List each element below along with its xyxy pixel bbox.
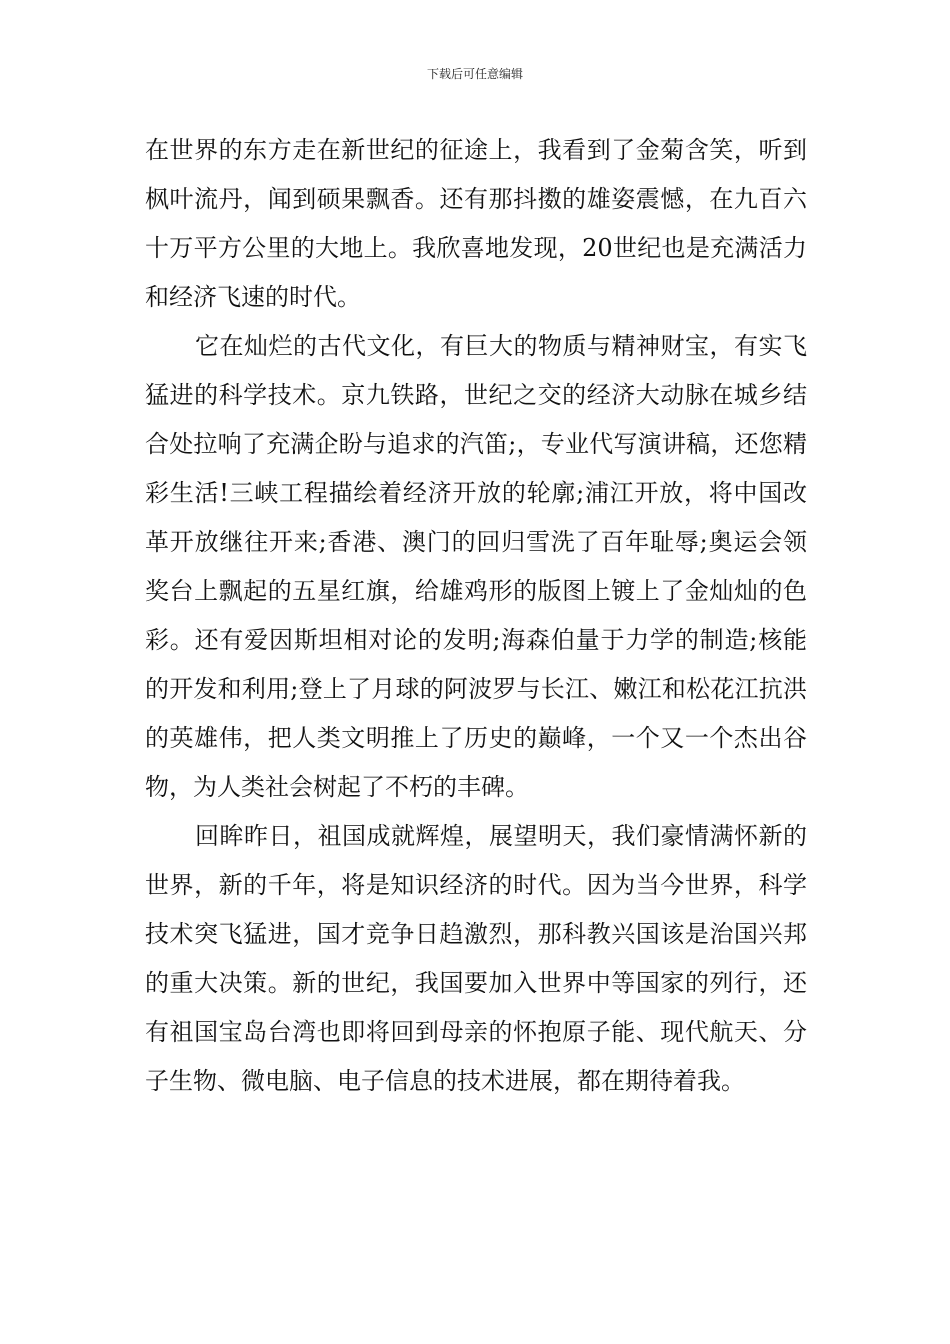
paragraph-1: 在世界的东方走在新世纪的征途上，我看到了金菊含笑，听到枫叶流丹，闻到硕果飘香。还有那抖擞的雄姿震憾，在九百六十万平方公里的大地上。我欣喜地发现，20世纪也是充满活力和经济飞速的时代。 xyxy=(145,136,807,311)
paragraph-2: 它在灿烂的古代文化，有巨大的物质与精神财宝，有实飞猛进的科学技术。京九铁路，世纪之交的经济大动脉在城乡结合处拉响了充满企盼与追求的汽笛;，专业代写演讲稿，还您精彩生活!三峡工程描绘着经济开放的轮廓;浦江开放，将中国改革开放继往开来;香港、澳门的回归雪洗了百年耻辱;奥运会领奖台上飘起的五星红旗，给雄鸡形的版图上镀上了金灿灿的色彩。还有爱因斯坦相对论的发明;海森伯量于力学的制造;核能的开发和利用;登上了月球的阿波罗与长江、嫩江和松花江抗洪的英雄伟，把人类文明推上了历史的巅峰，一个又一个杰出谷物，为人类社会树起了不朽的丰碑。 xyxy=(145,332,807,801)
document-body xyxy=(145,126,807,1106)
paragraph-3: 回眸昨日，祖国成就辉煌，展望明天，我们豪情满怀新的世界，新的千年，将是知识经济的时代。因为当今世界，科学技术突飞猛进，国才竞争日趋激烈，那科教兴国该是治国兴邦的重大决策。新的世纪，我国要加入世界中等国家的列行，还有祖国宝岛台湾也即将回到母亲的怀抱原子能、现代航天、分子生物、微电脑、电子信息的技术进展，都在期待着我。 xyxy=(145,822,807,1095)
page-header: 下载后可任意编辑 xyxy=(426,67,523,81)
